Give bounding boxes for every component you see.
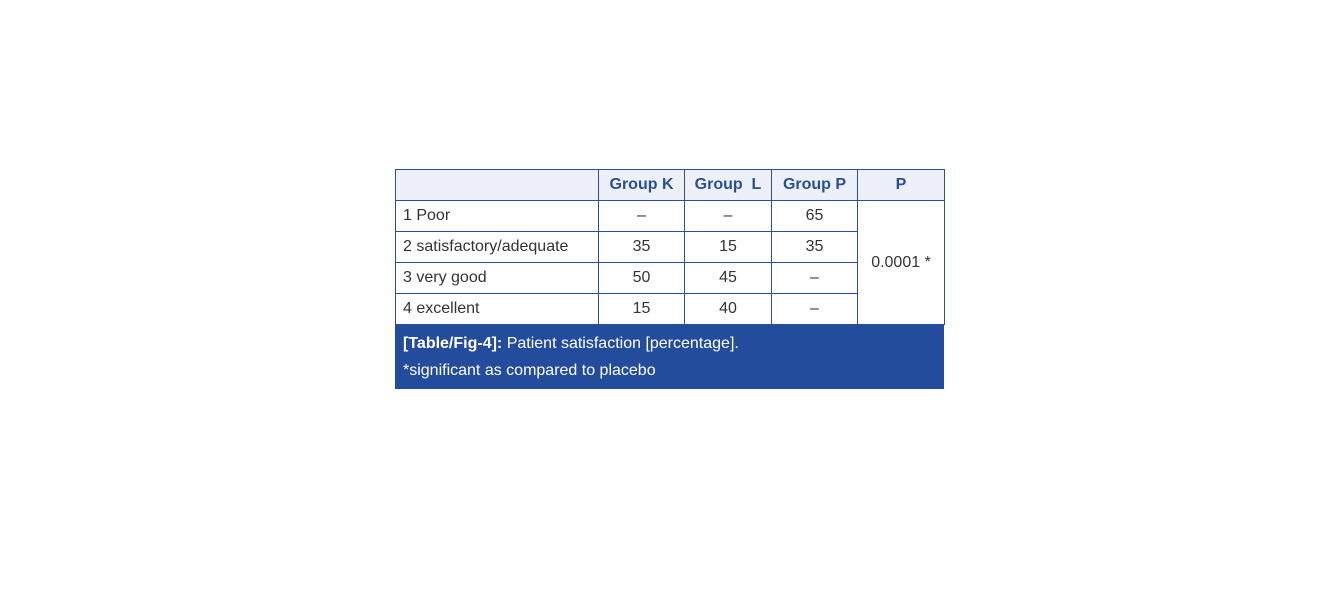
table-caption bbox=[395, 325, 944, 389]
cell-group-l: 15 bbox=[685, 232, 772, 263]
header-group-k: Group K bbox=[599, 170, 685, 201]
cell-group-l: 40 bbox=[685, 294, 772, 325]
caption-note: *significant as compared to placebo bbox=[403, 362, 656, 379]
header-group-p: Group P bbox=[772, 170, 858, 201]
cell-group-p: 35 bbox=[772, 232, 858, 263]
cell-group-k: 15 bbox=[599, 294, 685, 325]
caption-line bbox=[403, 330, 936, 357]
table-row bbox=[396, 201, 945, 232]
row-label: 3 very good bbox=[396, 263, 599, 294]
table-figure bbox=[395, 169, 944, 389]
row-label: 2 satisfactory/adequate bbox=[396, 232, 599, 263]
cell-group-k: 50 bbox=[599, 263, 685, 294]
header-group-l: Group L bbox=[685, 170, 772, 201]
cell-group-l: – bbox=[685, 201, 772, 232]
header-p-value: P bbox=[858, 170, 945, 201]
cell-group-k: 35 bbox=[599, 232, 685, 263]
cell-group-k: – bbox=[599, 201, 685, 232]
row-label: 4 excellent bbox=[396, 294, 599, 325]
header-empty bbox=[396, 170, 599, 201]
caption-label: [Table/Fig-4]: bbox=[403, 335, 503, 352]
cell-group-p: 65 bbox=[772, 201, 858, 232]
header-row bbox=[396, 170, 945, 201]
cell-group-p: – bbox=[772, 263, 858, 294]
cell-p-value: 0.0001 * bbox=[858, 201, 945, 325]
row-label: 1 Poor bbox=[396, 201, 599, 232]
satisfaction-table bbox=[395, 169, 945, 325]
cell-group-p: – bbox=[772, 294, 858, 325]
caption-text: Patient satisfaction [percentage]. bbox=[502, 335, 739, 352]
cell-group-l: 45 bbox=[685, 263, 772, 294]
